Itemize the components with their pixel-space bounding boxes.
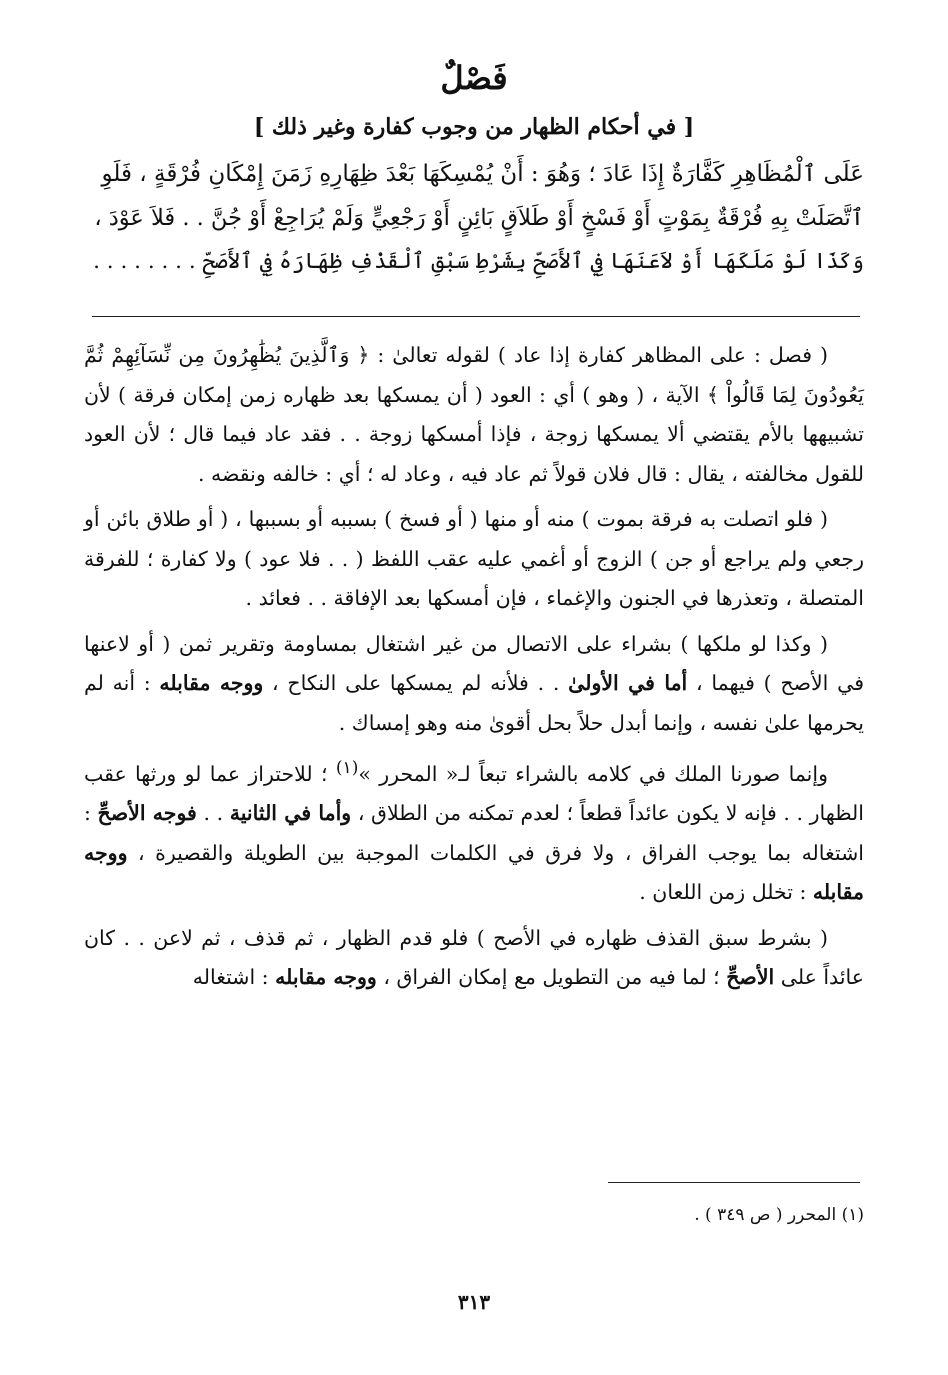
text-run: . . (196, 801, 230, 826)
matn-line: عَلَى ٱلْمُظَاهِرِ كَفَّارَةٌ إِذَا عَادَ ؛ وَهُوَ : أَنْ يُمْسِكَهَا بَعْدَ ظِهَارِهِ زَمَنَ إِمْكَانِ فُرْقَةٍ ، فَلَوِ (101, 161, 864, 187)
text-run: : تخلل زمن اللعان . (639, 880, 813, 905)
text-run: ؛ لما فيه من التطويل مع إمكان الفراق ، (376, 965, 727, 990)
commentary-paragraph: ( فلو اتصلت به فرقة بموت ) منه أو منها ( أو فسخ ) بسببه أو بسببها ، ( أو طلاق بائن أو رجعي ولم يراجع أو جن ) الزوج أو أغمي عليه عقب اللفظ ( . . فلا عود ) ولا كفارة ؛ للفرقة المتصلة ، وتعذرها في الجنون والإغماء ، فإن أمسكها بعد الإفاقة . . فعائد . (84, 507, 864, 610)
text-run: وإنما صورنا الملك في كلامه بالشراء تبعاً لـ« المحرر » (358, 761, 828, 786)
bold-run: فوجه الأصحِّ (97, 801, 197, 826)
matn-line: ٱتَّصَلَتْ بِهِ فُرْقَةٌ بِمَوْتٍ أَوْ فَسْخٍ أَوْ طَلاَقٍ بَائِنٍ أَوْ رَجْعِيٍّ وَلَمْ يُرَاجِعْ أَوْ جُنَّ . . فَلاَ عَوْدَ ، (94, 205, 864, 231)
text-run: ؛ للاحتراز عما لو ورثها عقب الظهار . . فإنه لا يكون عائداً قطعاً ؛ لعدم تمكنه من الطلاق ، (84, 761, 864, 826)
commentary-text (84, 336, 864, 1004)
footnote-marker: (١) (335, 758, 359, 778)
footnote: (١) المحرر ( ص ٣٤٩ ) . (694, 1205, 864, 1225)
text-run: : اشتغاله (192, 965, 276, 990)
bold-run: ووجه مقابله (84, 840, 864, 905)
matn-line: وَكَذَا لَوْ مَلَكَهَا أَوْ لاَعَنَهَا فِي ٱلأَصَحِّ بِشَرْطِ سَبْقِ ٱلْقَذْفِ ظِهَارَهُ فِي ٱلأَصَحِّ . . . . . . . . (93, 249, 864, 274)
bold-run: أما في الأولىٰ (568, 671, 688, 695)
text-run: . . فلأنه لم يمسكها على النكاح ، (263, 671, 569, 695)
commentary-paragraph (84, 919, 864, 998)
bold-run: ووجه مقابله (159, 671, 264, 695)
bold-run: الأصحِّ (726, 965, 775, 990)
bold-run: ووجه مقابله (275, 965, 377, 990)
footnote-divider (608, 1182, 860, 1183)
matn-text (92, 152, 864, 284)
section-title: [ في أحكام الظهار من وجوب كفارة وغير ذلك ] (253, 114, 695, 140)
matn-divider (92, 316, 860, 317)
commentary-paragraph (84, 749, 864, 913)
text-run: ( بشرط سبق القذف ظهاره في الأصح ) فلو قدم الظهار ، ثم قذف ، ثم لاعن . . كان عائداً على (84, 925, 864, 990)
commentary-paragraph: ( فصل : على المظاهر كفارة إذا عاد ) لقوله تعالىٰ : ﴿ وَٱلَّذِينَ يُظَٰهِرُونَ مِن نِّسَآئِهِمْ ثُمَّ يَعُودُونَ لِمَا قَالُواْ ﴾ الآية ، ( وهو ) أي : العود ( أن يمسكها بعد ظهاره زمن إمكان فرقة ) لأن تشبيهها بالأم يقتضي ألا يمسكها زوجة ، فإذا أمسكها زوجة . . فقد عاد فيما قال ؛ لأن العود للقول مخالفته ، يقال : قال فلان قولاً ثم عاد فيه ، وعاد له ؛ أي : خالفه ونقضه . (84, 343, 864, 486)
text-run: : أنه لم يحرمها علىٰ نفسه ، وإنما أبدل حلاً بحل أقوىٰ منه وهو إمساك . (84, 671, 864, 735)
page-number: ٣١٣ (457, 1290, 491, 1314)
commentary-paragraph (84, 625, 864, 744)
chapter-ornament: فَصْلٌ (440, 59, 508, 97)
text-run: : اشتغاله بما يوجب الفراق ، ولا فرق في الكلمات الموجبة بين الطويلة والقصيرة ، (84, 801, 864, 865)
bold-run: وأما في الثانية (229, 801, 352, 826)
text-run: ( وكذا لو ملكها ) بشراء على الاتصال من غير اشتغال بمساومة وتقرير ثمن ( أو لاعنها في الأصح ) فيهما ، (84, 631, 865, 695)
